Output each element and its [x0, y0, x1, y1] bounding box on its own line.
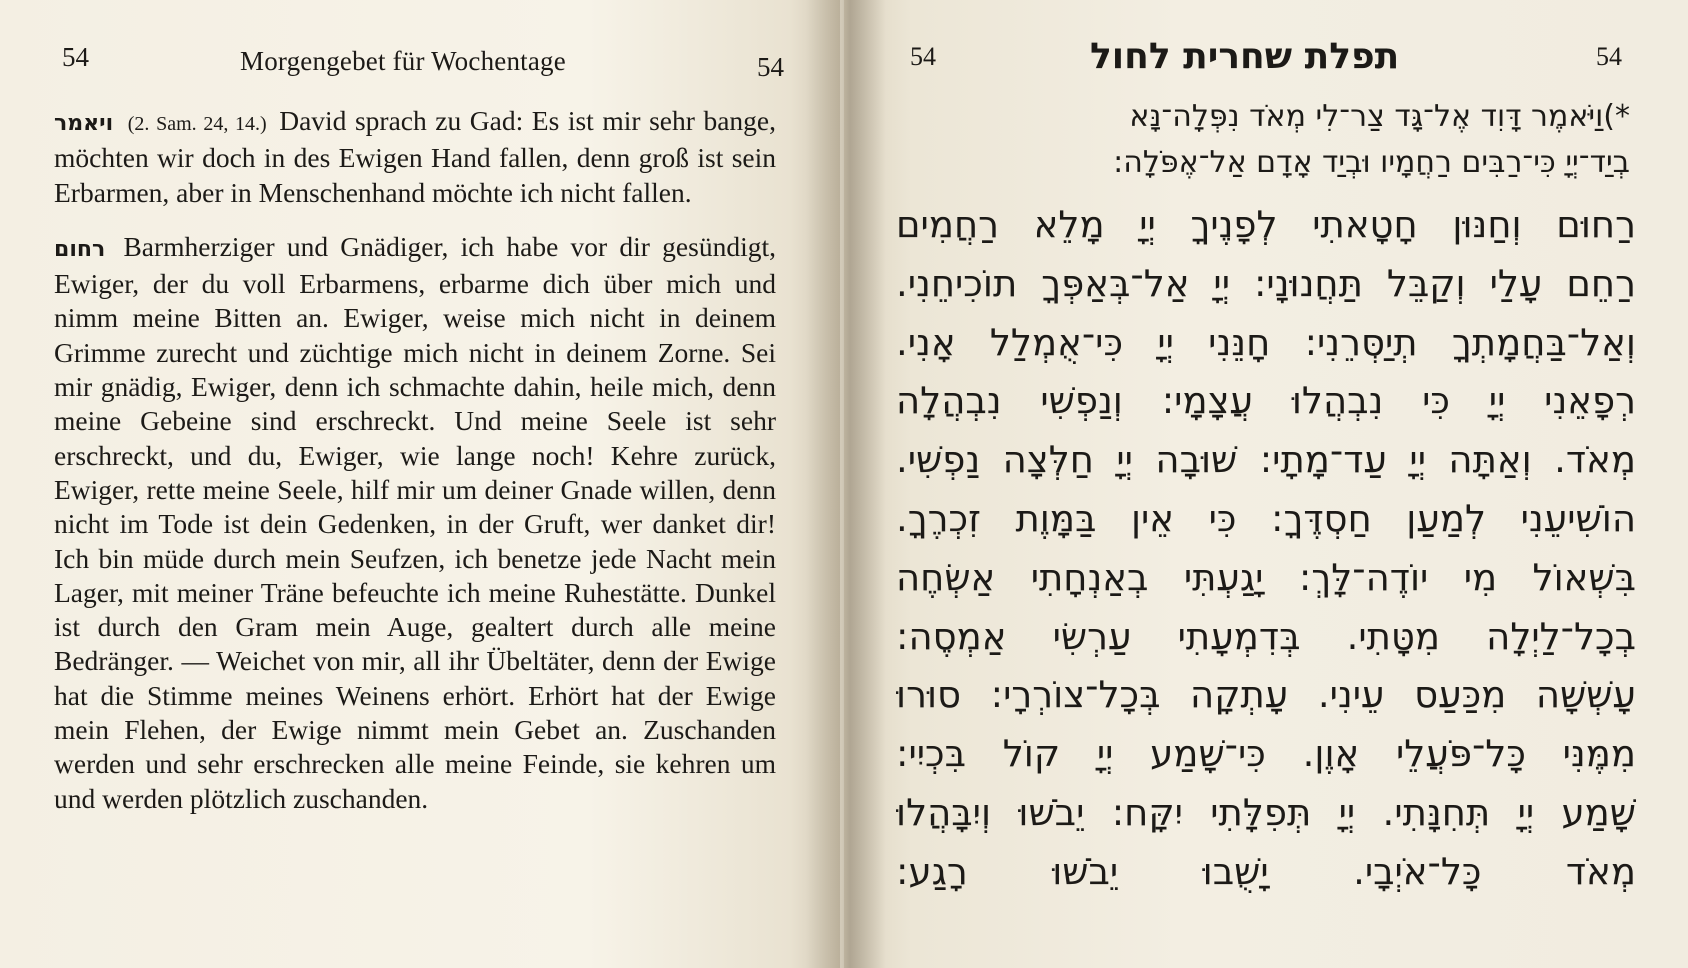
hebrew-line: *)וַיֹּאמֶר דָּוִד אֶל־גָּד צַר־לִי מְאֹד נִפְּלָה־נָּא — [1129, 99, 1630, 134]
hebrew-line: מְאֹד כָּל־אֹיְבָי. יָשֻׁבוּ יֵבֹשׁוּ רָגַע: — [896, 849, 1636, 893]
book-gutter — [806, 0, 886, 968]
hebrew-running-title: תפלת שחרית לחול — [1090, 36, 1400, 77]
hebrew-line: שָׁמַע יְיָ תְּחִנָּתִי. יְיָ תְּפִלָּתִי יִקָּח: יֵבֹשׁוּ וְיִבָּהֲלוּ — [896, 790, 1636, 834]
hebrew-line: בִּשְׁאוֹל מִי יוֹדֶה־לָּךְ: יָגַעְתִּי בְאַנְחָתִי אַשְׂחֶה — [896, 555, 1636, 599]
hebrew-line: בְכָל־לַיְלָה מִטָּתִי. בְּדִמְעָתִי עַרְשִׂי אַמְסֶה: — [896, 614, 1636, 658]
scripture-reference: (2. Sam. 24, 14.) — [127, 113, 267, 135]
paragraph-text: Barmherziger und Gnädiger, ich habe vor dir gesündigt, Ewiger, der du voll Erbarmens, erbarme dich über mich und nimm meine Bitten an. Ewiger, weise mich nicht in deinem Grimme zurecht und züchtige mich nicht in deinem Zorne. Sei mir gnädig, Ewiger, denn ich schmachte dahin, heile mich, denn meine Gebeine sind erschreckt. Und meine Seele ist sehr erschreckt, und du, Ewiger, wie lange noch! Kehre zurück, Ewiger, rette meine Seele, hilf mir um deiner Gnade willen, denn nicht im Tode ist dein Gedenken, in der Gruft, wer danket dir! Ich bin müde durch mein Seufzen, ich benetze jede Nacht mein Lager, mit meiner Träne befeuchte ich meine Ruhestätte. Dunkel ist durch den Gram mein Auge, gealtert durch alle meine Bedränger. — Weichet von mir, all ihr Übeltäter, denn der Ewige hat die Stimme meines Weinens erhört. Erhört hat der Ewige mein Flehen, der Ewige nimmt mein Gebet an. Zuschanden werden und sehr erschrecken alle meine Feinde, sie kehren um und werden plötzlich zuschanden. — [54, 230, 776, 814]
hebrew-line: מִמֶּנִּי כָּל־פֹּעֲלֵי אָוֶן. כִּי־שָׁמַע יְיָ קוֹל בִּכְיִי: — [896, 732, 1636, 776]
right-page-header — [910, 36, 1622, 86]
hebrew-line: וְאַל־בַּחֲמָתְךָ תְיַסְּרֵנִי: חָנֵּנִי יְיָ כִּי־אֻמְלַל אָנִי. — [896, 320, 1636, 364]
paragraph-text: David sprach zu Gad: Es ist mir sehr bange, möchten wir doch in des Ewigen Hand fallen, denn groß ist sein Erbarmen, aber in Menschenhand möchte ich nicht fallen. — [54, 105, 776, 208]
hebrew-line: רְפָאֵנִי יְיָ כִּי נִבְהֲלוּ עֲצָמָי: וְנַפְשִׁי נִבְהֲלָה — [896, 379, 1636, 423]
page-number: 54 — [757, 52, 784, 82]
paragraph-rachum — [54, 230, 776, 816]
left-page-header — [62, 40, 784, 84]
hebrew-prayer-text — [896, 196, 1636, 902]
page-number: 54 — [62, 42, 89, 72]
hebrew-line: הוֹשִׁיעֵנִי לְמַעַן חַסְדֶּךָ: כִּי אֵין בַּמָּוֶת זִכְרֶךָ. — [896, 496, 1636, 540]
hebrew-line: רַחֵם עָלַי וְקַבֵּל תַּחֲנוּנָי: יְיָ אַל־בְּאַפְּךָ תוֹכִיחֵנִי. — [896, 261, 1636, 305]
hebrew-line: בְיַד־יְיָ כִּי־רַבִּים רַחֲמָיו וּבְיַד אָדָם אַל־אֶפֹּלָה: — [1113, 145, 1630, 180]
left-page — [0, 0, 840, 968]
page-number: 54 — [910, 42, 936, 71]
hebrew-line: עָשְׁשָׁה מִכַּעַס עֵינִי. עָתְקָה בְּכָל־צוֹרְרָי: סוּרוּ — [896, 673, 1636, 717]
running-title: Morgengebet für Wochentage — [240, 46, 566, 76]
page-number: 54 — [1596, 42, 1622, 71]
hebrew-line: מְאֹד. וְאַתָּה יְיָ עַד־מָתָי: שׁוּבָה יְיָ חַלְּצָה נַפְשִׁי. — [896, 438, 1636, 482]
german-translation — [54, 104, 776, 816]
hebrew-catchword: ויאמר — [54, 111, 114, 136]
hebrew-line: רַחוּם וְחַנּוּן חָטָאתִי לְפָנֶיךָ יְיָ מָלֵא רַחֲמִים — [896, 203, 1636, 246]
hebrew-intro-verse — [950, 94, 1630, 186]
hebrew-catchword: רחום — [54, 236, 106, 262]
paragraph-david — [54, 104, 776, 210]
